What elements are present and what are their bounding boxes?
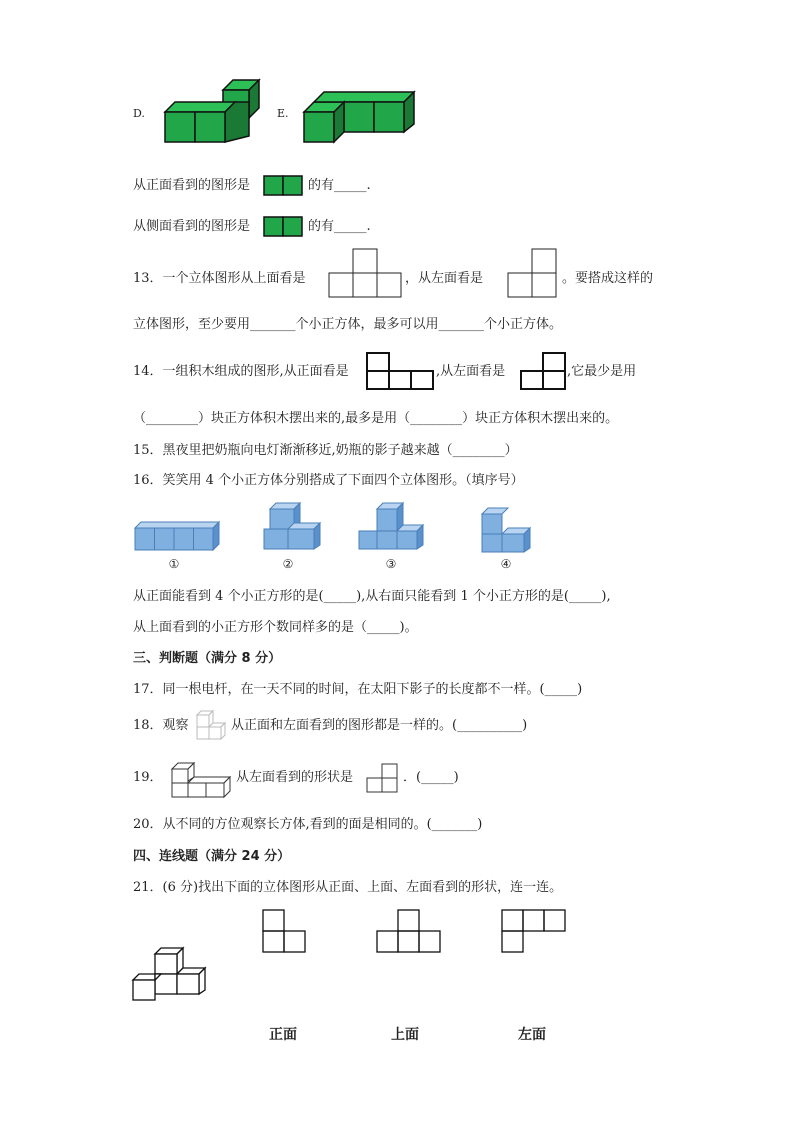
q14-front-view	[366, 352, 436, 392]
two-squares-icon-green	[264, 176, 304, 196]
figure-number-3: ③	[385, 557, 397, 571]
green-cubes-d	[163, 80, 263, 130]
q12-side-text: 从侧面看到的图形是	[133, 219, 251, 234]
q21-view-b	[376, 909, 444, 955]
blue-cubes-3	[357, 503, 427, 553]
q19-cube-figure	[170, 761, 235, 801]
q16-text: 16．笑笑用 4 个小正方体分别搭成了下面四个立体图形。（填序号）	[133, 473, 524, 488]
q18-text-a: 18．观察	[133, 718, 189, 733]
q21-view-a	[262, 909, 308, 955]
q14-text-a: 14．一组积木组成的图形,从正面看是	[133, 364, 349, 379]
q18-cube-figure	[193, 711, 229, 743]
green-cubes-e	[302, 90, 422, 140]
q12-front-blank: 的有_____.	[308, 178, 371, 193]
q19-left-view	[366, 763, 402, 795]
figure-number-1: ①	[168, 557, 180, 571]
blue-cubes-4	[480, 508, 540, 558]
view-label-left: 左面	[518, 1027, 546, 1043]
section-4-title: 四、连线题（满分 24 分）	[133, 849, 291, 864]
two-squares-icon-green-2	[264, 217, 304, 237]
q21-text: 21．(6 分)找出下面的立体图形从正面、上面、左面看到的形状，连一连。	[133, 880, 563, 895]
q21-view-c	[501, 909, 569, 955]
q13-left-view	[508, 249, 568, 299]
q17-text: 17．同一根电杆，在一天不同的时间，在太阳下影子的长度都不一样。(_____)	[133, 682, 583, 697]
view-label-front: 正面	[269, 1027, 297, 1043]
q12-side-blank: 的有_____.	[308, 219, 371, 234]
option-e-label: E.	[277, 107, 289, 120]
option-d-label: D.	[133, 107, 145, 120]
figure-number-4: ④	[500, 557, 512, 571]
q19-text-b: 从左面看到的形状是	[236, 770, 354, 785]
q13-text-b: ，从左面看是	[405, 271, 484, 286]
q12-front-text: 从正面看到的图形是	[133, 178, 251, 193]
q19-text-c: ．(_____)	[403, 770, 459, 785]
blue-cubes-2	[262, 503, 322, 553]
q18-text-b: 从正面和左面看到的图形都是一样的。(__________)	[231, 718, 528, 733]
q16-line2: 从正面能看到 4 个小正方形的是(_____),从右面只能看到 1 个小正方形的是(_____),	[133, 589, 611, 604]
q14-text-c: ,它最少是用	[567, 364, 637, 379]
q14-text-b: ,从左面看是	[436, 364, 506, 379]
q13-text-a: 13．一个立体图形从上面看是	[133, 271, 306, 286]
blue-cubes-1	[133, 522, 223, 552]
q16-line3: 从上面看到的小正方形个数同样多的是（_____)。	[133, 620, 418, 635]
q15-text: 15．黑夜里把奶瓶向电灯渐渐移近,奶瓶的影子越来越（________）	[133, 443, 518, 458]
q14-line2: （________）块正方体积木摆出来的,最多是用（________）块正方体积木摆出来的。	[133, 411, 619, 426]
q13-line2: 立体图形，至少要用_______个小正方体，最多可以用_______个小正方体。	[133, 317, 563, 332]
figure-number-2: ②	[282, 557, 294, 571]
section-3-title: 三、判断题（满分 8 分）	[133, 651, 282, 666]
q13-top-view	[328, 249, 408, 299]
q20-text: 20．从不同的方位观察长方体,看到的面是相同的。(_______)	[133, 817, 483, 832]
q13-text-c: 。要搭成这样的	[562, 271, 654, 286]
q19-text-a: 19．	[133, 770, 163, 785]
view-label-top: 上面	[391, 1027, 419, 1043]
q21-cube-figure	[131, 946, 211, 1004]
